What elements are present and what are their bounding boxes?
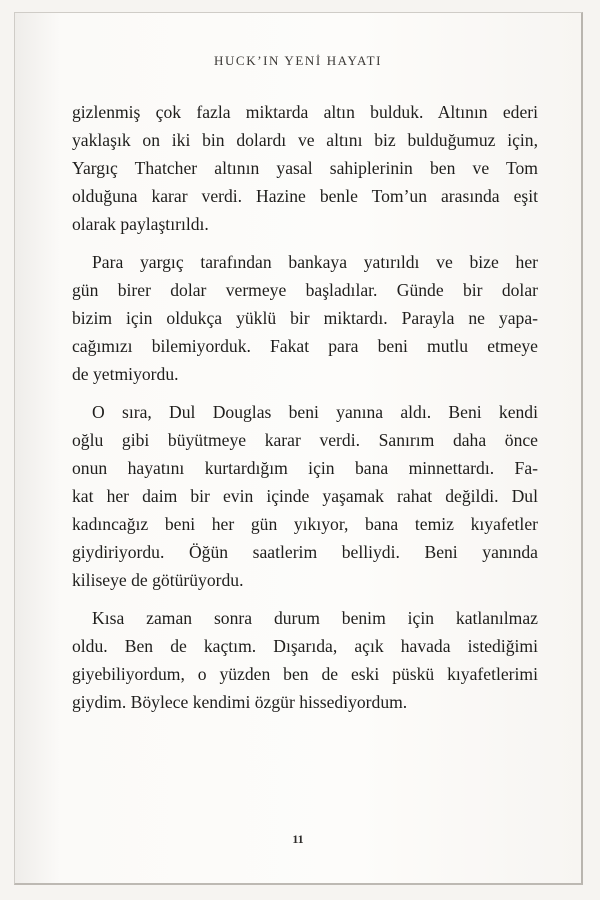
paragraph-1 xyxy=(72,98,538,238)
paragraph-4 xyxy=(72,604,538,716)
book-page xyxy=(14,12,583,885)
text-line: kiliseye de götürüyordu. xyxy=(72,570,244,590)
text-line: oğlu gibi büyütmeye karar verdi. Sanırım daha önce xyxy=(72,430,538,450)
text-line: giydiriyordu. Öğün saatlerim belliydi. Beni yanında xyxy=(72,542,538,562)
text-line: giydim. Böylece kendimi özgür hissediyordum. xyxy=(72,692,408,712)
text-line: olduğuna karar verdi. Hazine benle Tom’un arasında eşit xyxy=(72,186,538,206)
text-line: kadıncağız beni her gün yıkıyor, bana temiz kıyafetler xyxy=(72,514,538,534)
text-line: giyebiliyordum, o yüzden ben de eski püskü kıyafetlerimi xyxy=(72,664,538,684)
text-line: olarak paylaştırıldı. xyxy=(72,214,209,234)
text-line: yaklaşık on iki bin dolardı ve altını biz bulduğumuz için, xyxy=(72,130,538,150)
text-line: kat her daim bir evin içinde yaşamak rahat değildi. Dul xyxy=(72,486,538,506)
paragraph-2 xyxy=(72,248,538,388)
text-line: cağımızı bilemiyorduk. Fakat para beni mutlu etmeye xyxy=(72,336,538,356)
page-number: 11 xyxy=(292,832,304,846)
running-header: HUCK’IN YENİ HAYATI xyxy=(213,53,383,68)
text-line: Kısa zaman sonra durum benim için katlanılmaz xyxy=(92,608,538,628)
text-line: gün birer dolar vermeye başladılar. Günde bir dolar xyxy=(72,280,538,300)
text-line: onun hayatını kurtardığım için bana minnettardı. Fa- xyxy=(72,458,538,478)
text-line: bizim için oldukça yüklü bir miktardı. Parayla ne yapa- xyxy=(72,308,538,328)
text-line: Para yargıç tarafından bankaya yatırıldı ve bize her xyxy=(92,252,538,272)
text-line: gizlenmiş çok fazla miktarda altın bulduk. Altının ederi xyxy=(72,102,538,122)
text-line: O sıra, Dul Douglas beni yanına aldı. Beni kendi xyxy=(92,402,538,422)
body-text xyxy=(72,98,538,726)
text-line: de yetmiyordu. xyxy=(72,364,179,384)
paragraph-3 xyxy=(72,398,538,594)
text-line: Yargıç Thatcher altının yasal sahiplerinin ben ve Tom xyxy=(72,158,538,178)
text-line: oldu. Ben de kaçtım. Dışarıda, açık havada istediğimi xyxy=(72,636,538,656)
